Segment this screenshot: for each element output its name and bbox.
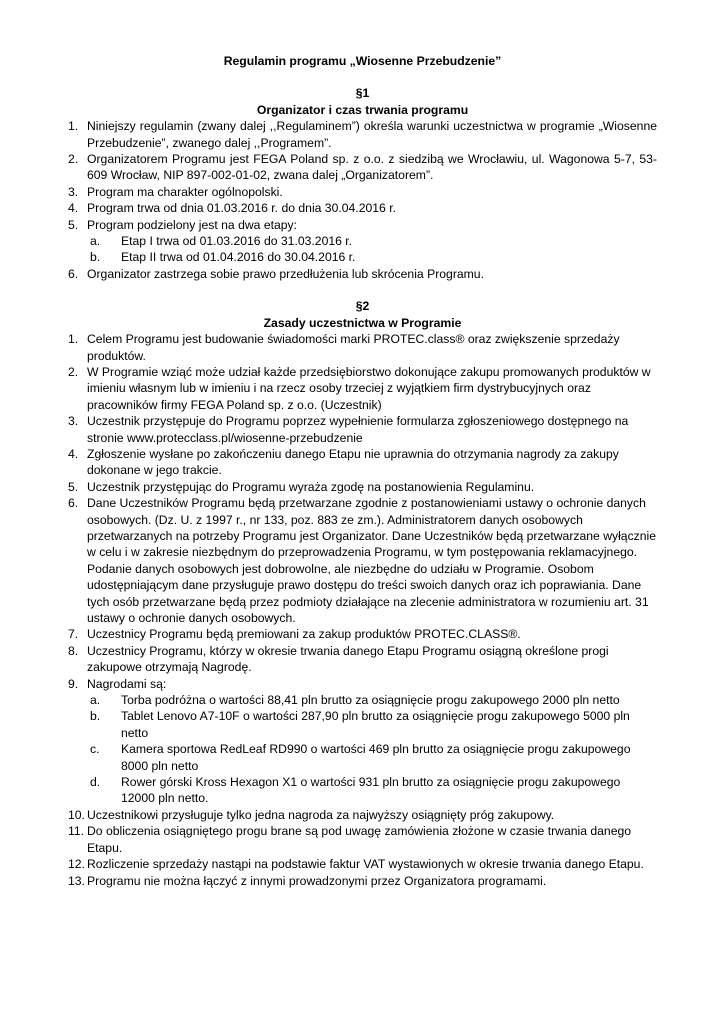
item-number: 3.	[68, 184, 79, 199]
list-item	[68, 364, 657, 413]
item-text: Nagrodami są:	[87, 676, 167, 691]
section-1-heading: Organizator i czas trwania programu	[256, 102, 469, 117]
list-item	[68, 676, 657, 807]
item-number: 1.	[68, 332, 79, 347]
item-number: 6.	[68, 266, 79, 281]
item-number: 2.	[68, 152, 79, 167]
list-item	[68, 266, 657, 282]
sub-list-item	[87, 692, 657, 708]
list-item	[68, 217, 657, 266]
item-number: 5.	[68, 217, 79, 232]
sub-item-text: Etap I trwa od 01.03.2016 do 31.03.2016 r.	[121, 234, 353, 249]
item-number: 4.	[68, 446, 79, 461]
item-text: Organizatorem Programu jest FEGA Poland sp. z o.o. z siedzibą we Wrocławiu, ul. Wagonowa 5-7, 53-609 Wrocław, NIP 897-002-01-02, zwana dalej „Organizatorem”.	[87, 152, 657, 183]
item-number: 10.	[68, 807, 85, 822]
sub-list-item	[87, 774, 657, 807]
sub-list-item	[87, 708, 657, 741]
list-item	[68, 495, 657, 626]
list-item	[68, 643, 657, 676]
sub-item-text: Kamera sportowa RedLeaf RD990 o wartości 469 pln brutto za osiągnięcie progu zakupowego 8000 pln netto	[121, 742, 631, 773]
list-item	[68, 823, 657, 856]
list-item	[68, 331, 657, 364]
item-number: 8.	[68, 643, 79, 658]
list-item	[68, 184, 657, 200]
sub-item-letter: b.	[90, 250, 101, 265]
section-1	[68, 85, 657, 282]
item-text: Program podzielony jest na dwa etapy:	[87, 217, 298, 232]
section-2-list	[68, 331, 657, 889]
item-text: Uczestnikowi przysługuje tylko jedna nagroda za najwyższy osiągnięty próg zakupowy.	[87, 807, 555, 822]
sub-item-letter: a.	[90, 234, 101, 249]
item-text: Uczestnik przystępuje do Programu poprzez wypełnienie formularza zgłoszeniowego dostępnego na stronie www.protecclass.pl/wiosenne-przebudzenie	[87, 414, 629, 445]
sub-item-letter: b.	[90, 709, 101, 724]
item-number: 11.	[68, 824, 85, 839]
item-text: Uczestnicy Programu, którzy w okresie trwania danego Etapu Programu osiągną określone progi zakupowe otrzymają Nagrodę.	[87, 643, 609, 675]
list-item	[68, 807, 657, 823]
item-text: Dane Uczestników Programu będą przetwarzane zgodnie z postanowieniami ustawy o ochronie danych osobowych. (Dz. U. z 1997 r., nr 133, poz. 883 ze zm.). Administratorem danych osobowych przetwarzanych na potrzeby Programu jest Organizator. Dane Uczestników będą przetwarzane wyłącznie w celu i w zakresie niezbędnym do przeprowadzenia Programu, w tym postępowania reklamacyjnego. Podanie danych osobowych jest dobrowolne, ale niezbędne do udziału w Programie. Osobom udostępniającym dane przysługuje prawo dostępu do treści swoich danych oraz ich poprawiania. Dane tych osób przetwarzane będą przez podmioty działające na zlecenie administratora w rozumieniu art. 31 ustawy o ochronie danych osobowych.	[87, 496, 657, 625]
item-number: 4.	[68, 201, 79, 216]
item-number: 9.	[68, 676, 79, 691]
sub-item-letter: d.	[90, 775, 101, 790]
item-text: Rozliczenie sprzedaży nastąpi na podstawie faktur VAT wystawionych w okresie trwania danego Etapu.	[87, 857, 644, 872]
item-text: Zgłoszenie wysłane po zakończeniu danego Etapu nie uprawnia do otrzymania nagrody za zakupy dokonane w jego trakcie.	[87, 446, 619, 478]
item-number: 12.	[68, 857, 85, 872]
item-number: 3.	[68, 414, 79, 429]
list-item	[68, 479, 657, 495]
item-number: 5.	[68, 479, 79, 494]
section-2	[68, 298, 657, 889]
sub-list-item	[87, 233, 657, 249]
item-number: 2.	[68, 364, 79, 379]
prizes-list	[87, 692, 657, 807]
section-2-heading: Zasady uczestnictwa w Programie	[263, 315, 462, 330]
sub-item-text: Rower górski Kross Hexagon X1 o wartości 931 pln brutto za osiągnięcie progu zakupowego 12000 pln netto.	[121, 775, 621, 806]
sub-item-text: Etap II trwa od 01.04.2016 do 30.04.2016 r.	[121, 250, 356, 265]
list-item	[68, 446, 657, 479]
list-item	[68, 856, 657, 872]
item-text: Program trwa od dnia 01.03.2016 r. do dnia 30.04.2016 r.	[87, 201, 396, 216]
item-text: Program ma charakter ogólnopolski.	[87, 184, 283, 199]
list-item	[68, 873, 657, 889]
item-text: Celem Programu jest budowanie świadomości marki PROTEC.class® oraz zwiększenie sprzedaży produktów.	[87, 332, 620, 363]
list-item	[68, 200, 657, 216]
sub-item-text: Torba podróżna o wartości 88,41 pln brutto za osiągnięcie progu zakupowego 2000 pln netto	[121, 693, 620, 708]
sub-item-text: Tablet Lenovo A7-10F o wartości 287,90 pln brutto za osiągnięcie progu zakupowego 5000 pln netto	[121, 709, 630, 740]
document-title: Regulamin programu „Wiosenne Przebudzenie”	[223, 54, 502, 68]
sub-item-letter: c.	[90, 742, 100, 757]
sub-item-letter: a.	[90, 693, 101, 708]
item-number: 13.	[68, 873, 85, 888]
item-number: 1.	[68, 119, 79, 134]
item-number: 7.	[68, 627, 79, 642]
section-2-number: §2	[355, 299, 370, 314]
list-item	[68, 118, 657, 151]
item-text: W Programie wziąć może udział każde przedsiębiorstwo dokonujące zakupu promowanych produktów w imieniu własnym lub w imieniu i na rzecz osoby trzeciej z wyjątkiem firm dystrybucyjnych oraz pracowników firmy FEGA Poland sp. z o.o. (Uczestnik)	[87, 364, 651, 412]
sub-list-item	[87, 249, 657, 265]
stages-list	[87, 233, 657, 266]
item-number: 6.	[68, 496, 79, 511]
list-item	[68, 413, 657, 446]
item-text: Uczestnicy Programu będą premiowani za zakup produktów PROTEC.CLASS®.	[87, 627, 521, 642]
sub-list-item	[87, 741, 657, 774]
item-text: Organizator zastrzega sobie prawo przedłużenia lub skrócenia Programu.	[87, 266, 484, 281]
list-item	[68, 151, 657, 184]
item-text: Do obliczenia osiągniętego progu brane są pod uwagę zamówienia złożone w czasie trwania danego Etapu.	[87, 824, 632, 855]
section-1-list	[68, 118, 657, 282]
section-1-number: §1	[355, 86, 370, 101]
item-text: Programu nie można łączyć z innymi prowadzonymi przez Organizatora programami.	[87, 873, 547, 888]
item-text: Uczestnik przystępując do Programu wyraża zgodę na postanowienia Regulaminu.	[87, 479, 535, 494]
list-item	[68, 626, 657, 642]
item-text: Niniejszy regulamin (zwany dalej ,,Regulaminem”) określa warunki uczestnictwa w programie „Wiosenne Przebudzenie”, zwanego dalej ,,Programem”.	[87, 119, 657, 150]
